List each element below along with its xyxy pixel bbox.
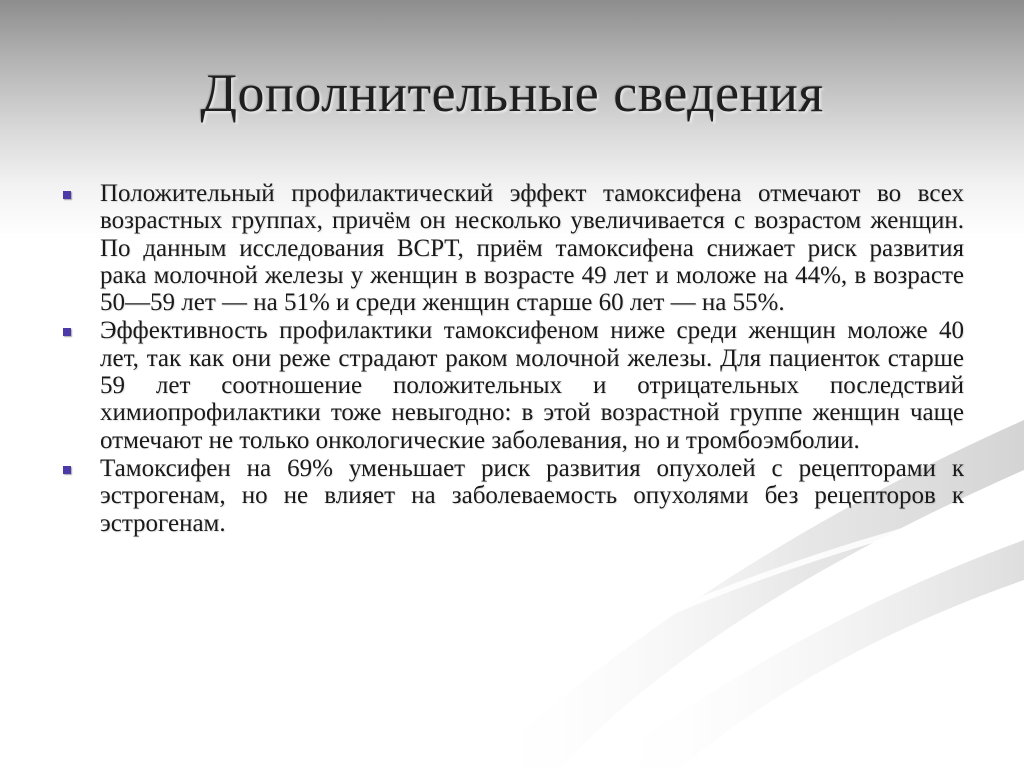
slide-title: Дополнительные сведения xyxy=(200,63,824,123)
bullet-item-3 xyxy=(60,455,964,537)
bullet-list xyxy=(60,180,964,537)
bullet-text: Тамоксифен на 69% уменьшает риск развития опухолей с рецепторами к эстрогенам, но не влияет на заболеваемость опухолями без рецепторов к эстрогенам. xyxy=(100,454,964,537)
bullet-item-1 xyxy=(60,180,964,316)
square-bullet-icon xyxy=(63,328,71,336)
slide-content xyxy=(60,180,964,538)
bullet-item-2 xyxy=(60,317,964,453)
square-bullet-icon xyxy=(63,466,71,474)
square-bullet-icon xyxy=(63,191,71,199)
bullet-text: Положительный профилактический эффект тамоксифена отмечают во всех возрастных группах, причём он несколько увеличивается с возрастом женщин. По данным исследования BCPT, приём тамоксифена снижает риск развития рака молочной железы у женщин в возрасте 49 лет и моложе на 44%, в возрасте 50—59 лет — на 51% и среди женщин старше 60 лет — на 55%. xyxy=(100,180,964,317)
bullet-text: Эффективность профилактики тамоксифеном ниже среди женщин моложе 40 лет, так как они реже страдают раком молочной железы. Для пациенток старше 59 лет соотношение положительных и отрицательных последствий химиопрофилактики тоже невыгодно: в этой возрастной группе женщин чаще отмечают не только онкологические заболевания, но и тромбоэмболии. xyxy=(100,317,964,454)
